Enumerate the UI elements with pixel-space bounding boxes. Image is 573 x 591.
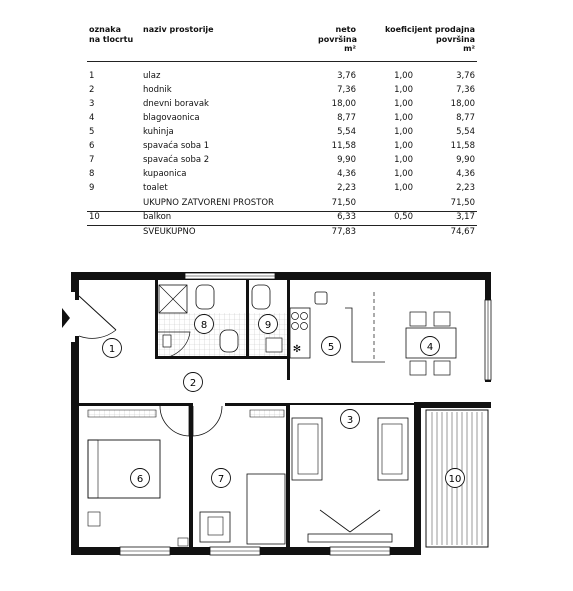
- row-naziv: blagovaonica: [143, 113, 200, 123]
- row-oznaka: 2: [89, 85, 95, 95]
- row-naziv: SVEUKUPNO: [143, 227, 196, 237]
- row-prodajna: 2,23: [456, 183, 475, 193]
- room-label-4: [421, 337, 440, 356]
- row-neto: 77,83: [331, 227, 356, 237]
- row-koeficijent: 1,00: [394, 85, 413, 95]
- row-naziv: kuhinja: [143, 127, 174, 137]
- entrance-door-icon: [79, 296, 116, 330]
- room-number: 8: [200, 320, 208, 331]
- row-koeficijent: 1,00: [394, 155, 413, 165]
- row-neto: 18,00: [331, 99, 356, 109]
- row-naziv: spavaća soba 2: [143, 155, 210, 165]
- entrance-arrow-icon: [62, 308, 70, 328]
- row-koeficijent: 1,00: [394, 113, 413, 123]
- room-label-6: [131, 469, 150, 488]
- room-label-10: [446, 469, 465, 488]
- row-koeficijent: 0,50: [394, 212, 413, 222]
- room-number: 9: [264, 320, 272, 331]
- row-neto: 2,23: [337, 183, 356, 193]
- washbasin-icon: [220, 330, 238, 352]
- row-naziv: toalet: [143, 183, 168, 193]
- chair-icon: [410, 312, 426, 326]
- header-neto: neto površina m²: [318, 25, 357, 53]
- row-neto: 5,54: [337, 127, 356, 137]
- wardrobe-2: [250, 410, 284, 417]
- row-prodajna: 11,58: [450, 141, 475, 151]
- row-prodajna: 8,77: [456, 113, 475, 123]
- room-number: 4: [426, 342, 434, 353]
- row-koeficijent: 1,00: [394, 169, 413, 179]
- washer-icon: [163, 335, 171, 347]
- row-koeficijent: 1,00: [394, 71, 413, 81]
- room-label-9: [259, 315, 278, 334]
- row-oznaka: 4: [89, 113, 95, 123]
- row-naziv: hodnik: [143, 85, 172, 95]
- room-number: 2: [189, 378, 197, 389]
- row-neto: 6,33: [337, 212, 356, 222]
- row-oznaka: 10: [89, 212, 100, 222]
- double-bed-icon: [88, 440, 160, 498]
- door-room6-icon: [160, 406, 189, 436]
- sink-icon: [315, 292, 327, 304]
- row-neto: 4,36: [337, 169, 356, 179]
- row-naziv: ulaz: [143, 71, 161, 81]
- row-prodajna: 5,54: [456, 127, 475, 137]
- sink-toilet-icon: [266, 338, 282, 352]
- header-koeficijent: koeficijent: [385, 25, 433, 34]
- room-label-3: [341, 410, 360, 429]
- row-prodajna: 7,36: [456, 85, 475, 95]
- header-prodajna: prodajna površina m²: [434, 25, 475, 53]
- row-prodajna: 18,00: [450, 99, 475, 109]
- tv-icon: [320, 510, 350, 532]
- row-prodajna: 71,50: [450, 198, 475, 208]
- toilet-2-icon: [252, 285, 270, 309]
- row-oznaka: 3: [89, 99, 95, 109]
- row-koeficijent: 1,00: [394, 99, 413, 109]
- room-number: 7: [217, 474, 225, 485]
- snowflake-fridge-icon: ✻: [292, 344, 302, 355]
- row-oznaka: 1: [89, 71, 95, 81]
- room-number: 6: [136, 474, 144, 485]
- wardrobe-1: [88, 410, 156, 417]
- row-oznaka: 8: [89, 169, 95, 179]
- row-naziv: UKUPNO ZATVORENI PROSTOR: [143, 198, 274, 208]
- row-oznaka: 5: [89, 127, 95, 137]
- row-neto: 3,76: [337, 71, 356, 81]
- single-bed-icon: [247, 474, 285, 544]
- sofa-icon: [292, 418, 322, 480]
- row-oznaka: 6: [89, 141, 95, 151]
- row-prodajna: 74,67: [450, 227, 475, 237]
- room-number: 10: [448, 474, 462, 485]
- row-prodajna: 3,17: [456, 212, 475, 222]
- room-number: 1: [108, 344, 116, 355]
- row-neto: 9,90: [337, 155, 356, 165]
- room-label-7: [212, 469, 231, 488]
- row-neto: 8,77: [337, 113, 356, 123]
- row-prodajna: 3,76: [456, 71, 475, 81]
- row-prodajna: 9,90: [456, 155, 475, 165]
- tv-cabinet: [308, 534, 392, 542]
- row-koeficijent: 1,00: [394, 127, 413, 137]
- row-prodajna: 4,36: [456, 169, 475, 179]
- row-neto: 11,58: [331, 141, 356, 151]
- row-naziv: balkon: [143, 212, 172, 222]
- room-label-8: [195, 315, 214, 334]
- row-naziv: kupaonica: [143, 169, 187, 179]
- header-naziv: naziv prostorije: [143, 25, 214, 34]
- armchair-icon: [378, 418, 408, 480]
- room-label-5: [322, 337, 341, 356]
- toilet-icon: [196, 285, 214, 309]
- row-neto: 71,50: [331, 198, 356, 208]
- header-oznaka: oznaka na tlocrtu: [89, 25, 134, 44]
- row-naziv: spavaća soba 1: [143, 141, 210, 151]
- row-koeficijent: 1,00: [394, 141, 413, 151]
- room-label-2: [184, 373, 203, 392]
- row-koeficijent: 1,00: [394, 183, 413, 193]
- row-neto: 7,36: [337, 85, 356, 95]
- row-oznaka: 7: [89, 155, 95, 165]
- kitchen-island: [345, 308, 385, 362]
- room-number: 3: [346, 415, 354, 426]
- row-naziv: dnevni boravak: [143, 99, 209, 109]
- room-number: 5: [327, 342, 335, 353]
- row-oznaka: 9: [89, 183, 95, 193]
- door-room7-icon: [193, 406, 222, 436]
- room-label-1: [103, 339, 122, 358]
